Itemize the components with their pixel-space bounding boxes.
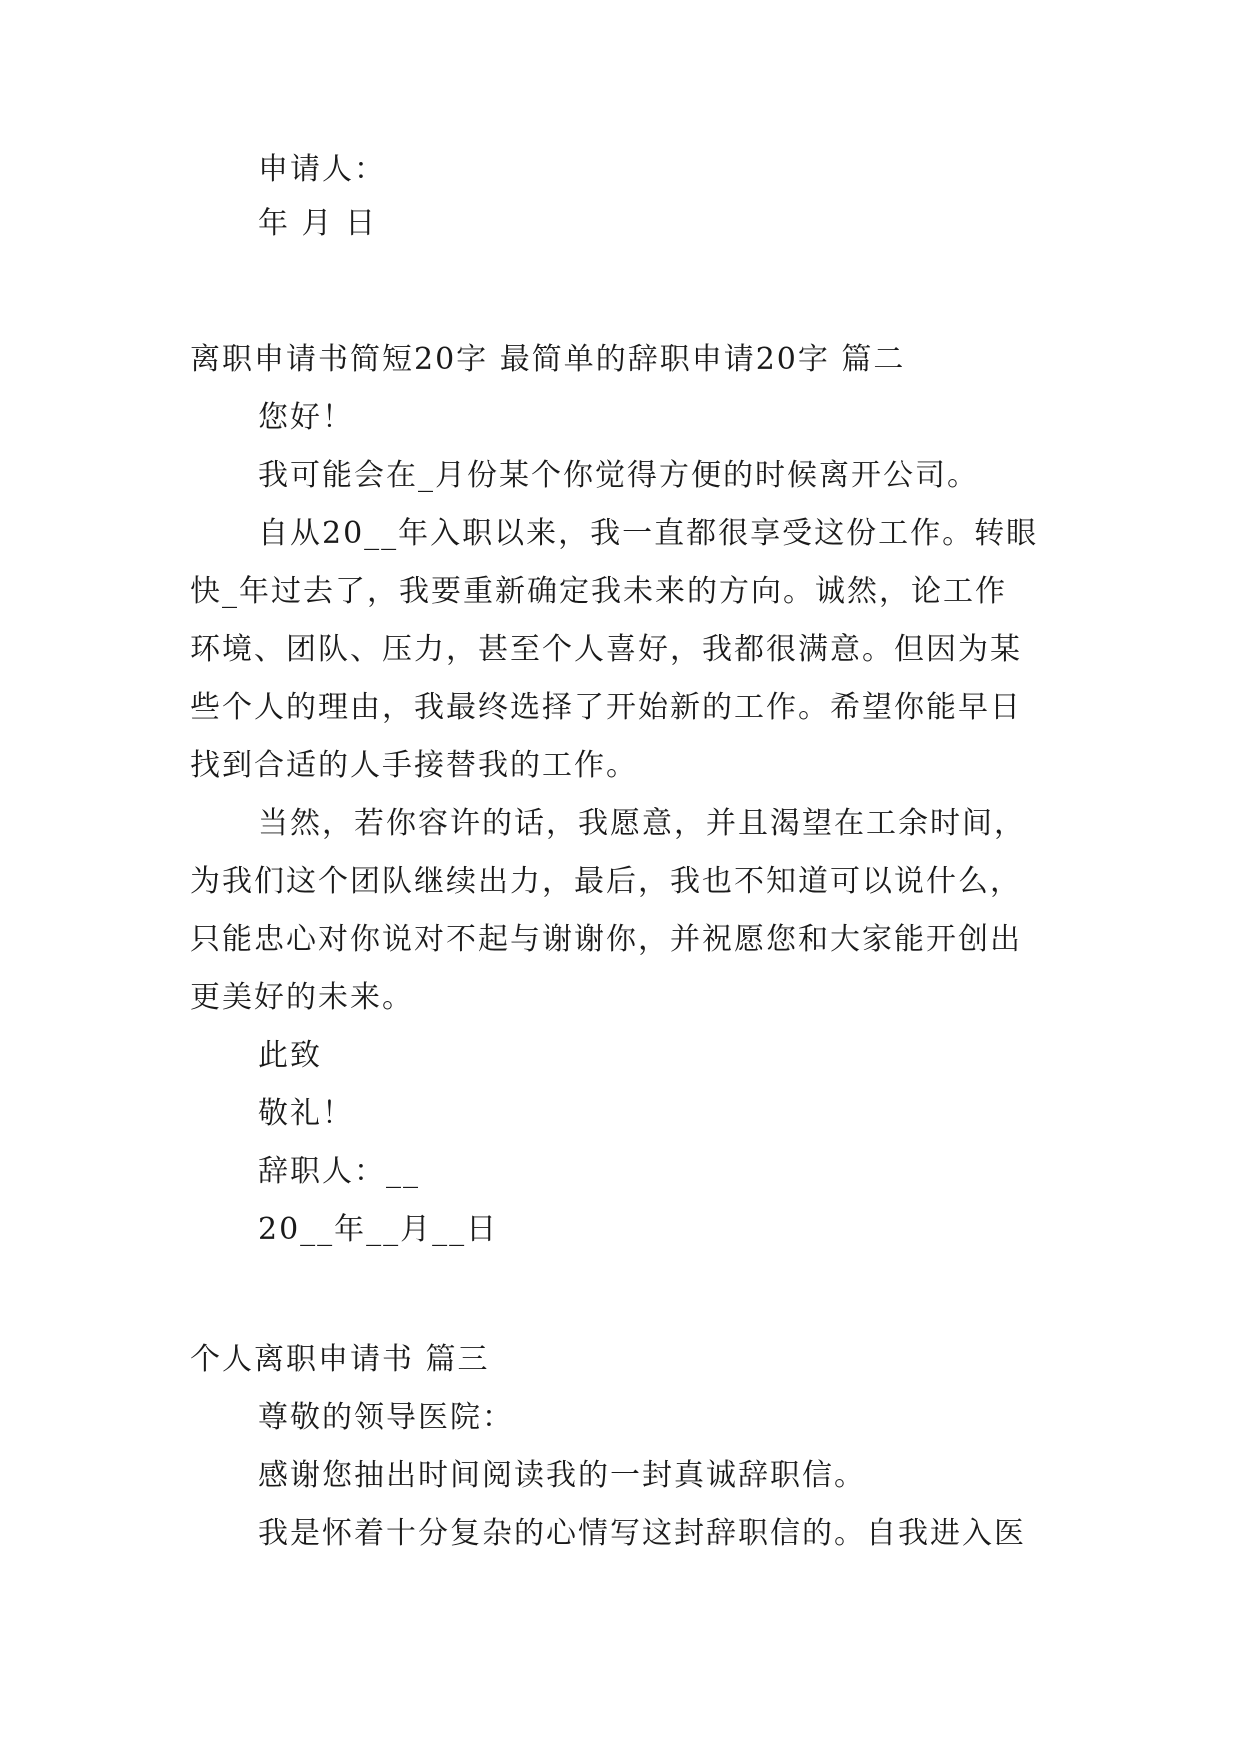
salutation: 尊敬的领导医院： xyxy=(258,1400,514,1435)
paragraph-line: 找到合适的人手接替我的工作。 xyxy=(190,748,638,783)
paragraph-line: 只能忠心对你说对不起与谢谢你，并祝愿您和大家能开创出 xyxy=(190,922,1022,957)
paragraph-line: 自从20__年入职以来，我一直都很享受这份工作。转眼 xyxy=(258,516,1039,551)
paragraph-line: 些个人的理由，我最终选择了开始新的工作。希望你能早日 xyxy=(190,690,1022,725)
date-line: 20__年__月__日 xyxy=(258,1212,499,1247)
paragraph-line: 我是怀着十分复杂的心情写这封辞职信的。自我进入医 xyxy=(258,1516,1026,1551)
date-line: 年 月 日 xyxy=(258,206,378,241)
paragraph: 我可能会在_月份某个你觉得方便的时候离开公司。 xyxy=(258,458,979,493)
section-heading: 个人离职申请书 篇三 xyxy=(190,1342,490,1377)
signer-label: 辞职人：__ xyxy=(258,1154,420,1189)
closing: 敬礼！ xyxy=(258,1096,354,1131)
paragraph: 感谢您抽出时间阅读我的一封真诚辞职信。 xyxy=(258,1458,866,1493)
paragraph-line: 环境、团队、压力，甚至个人喜好，我都很满意。但因为某 xyxy=(190,632,1022,667)
section-heading: 离职申请书简短20字 最简单的辞职申请20字 篇二 xyxy=(190,342,906,377)
applicant-label: 申请人： xyxy=(258,152,386,187)
paragraph-line: 快_年过去了，我要重新确定我未来的方向。诚然，论工作 xyxy=(190,574,1007,609)
greeting: 您好！ xyxy=(258,400,354,435)
paragraph-line: 更美好的未来。 xyxy=(190,980,414,1015)
paragraph-line: 当然，若你容许的话，我愿意，并且渴望在工余时间， xyxy=(258,806,1026,841)
paragraph-line: 为我们这个团队继续出力，最后，我也不知道可以说什么， xyxy=(190,864,1022,899)
closing: 此致 xyxy=(258,1038,322,1073)
